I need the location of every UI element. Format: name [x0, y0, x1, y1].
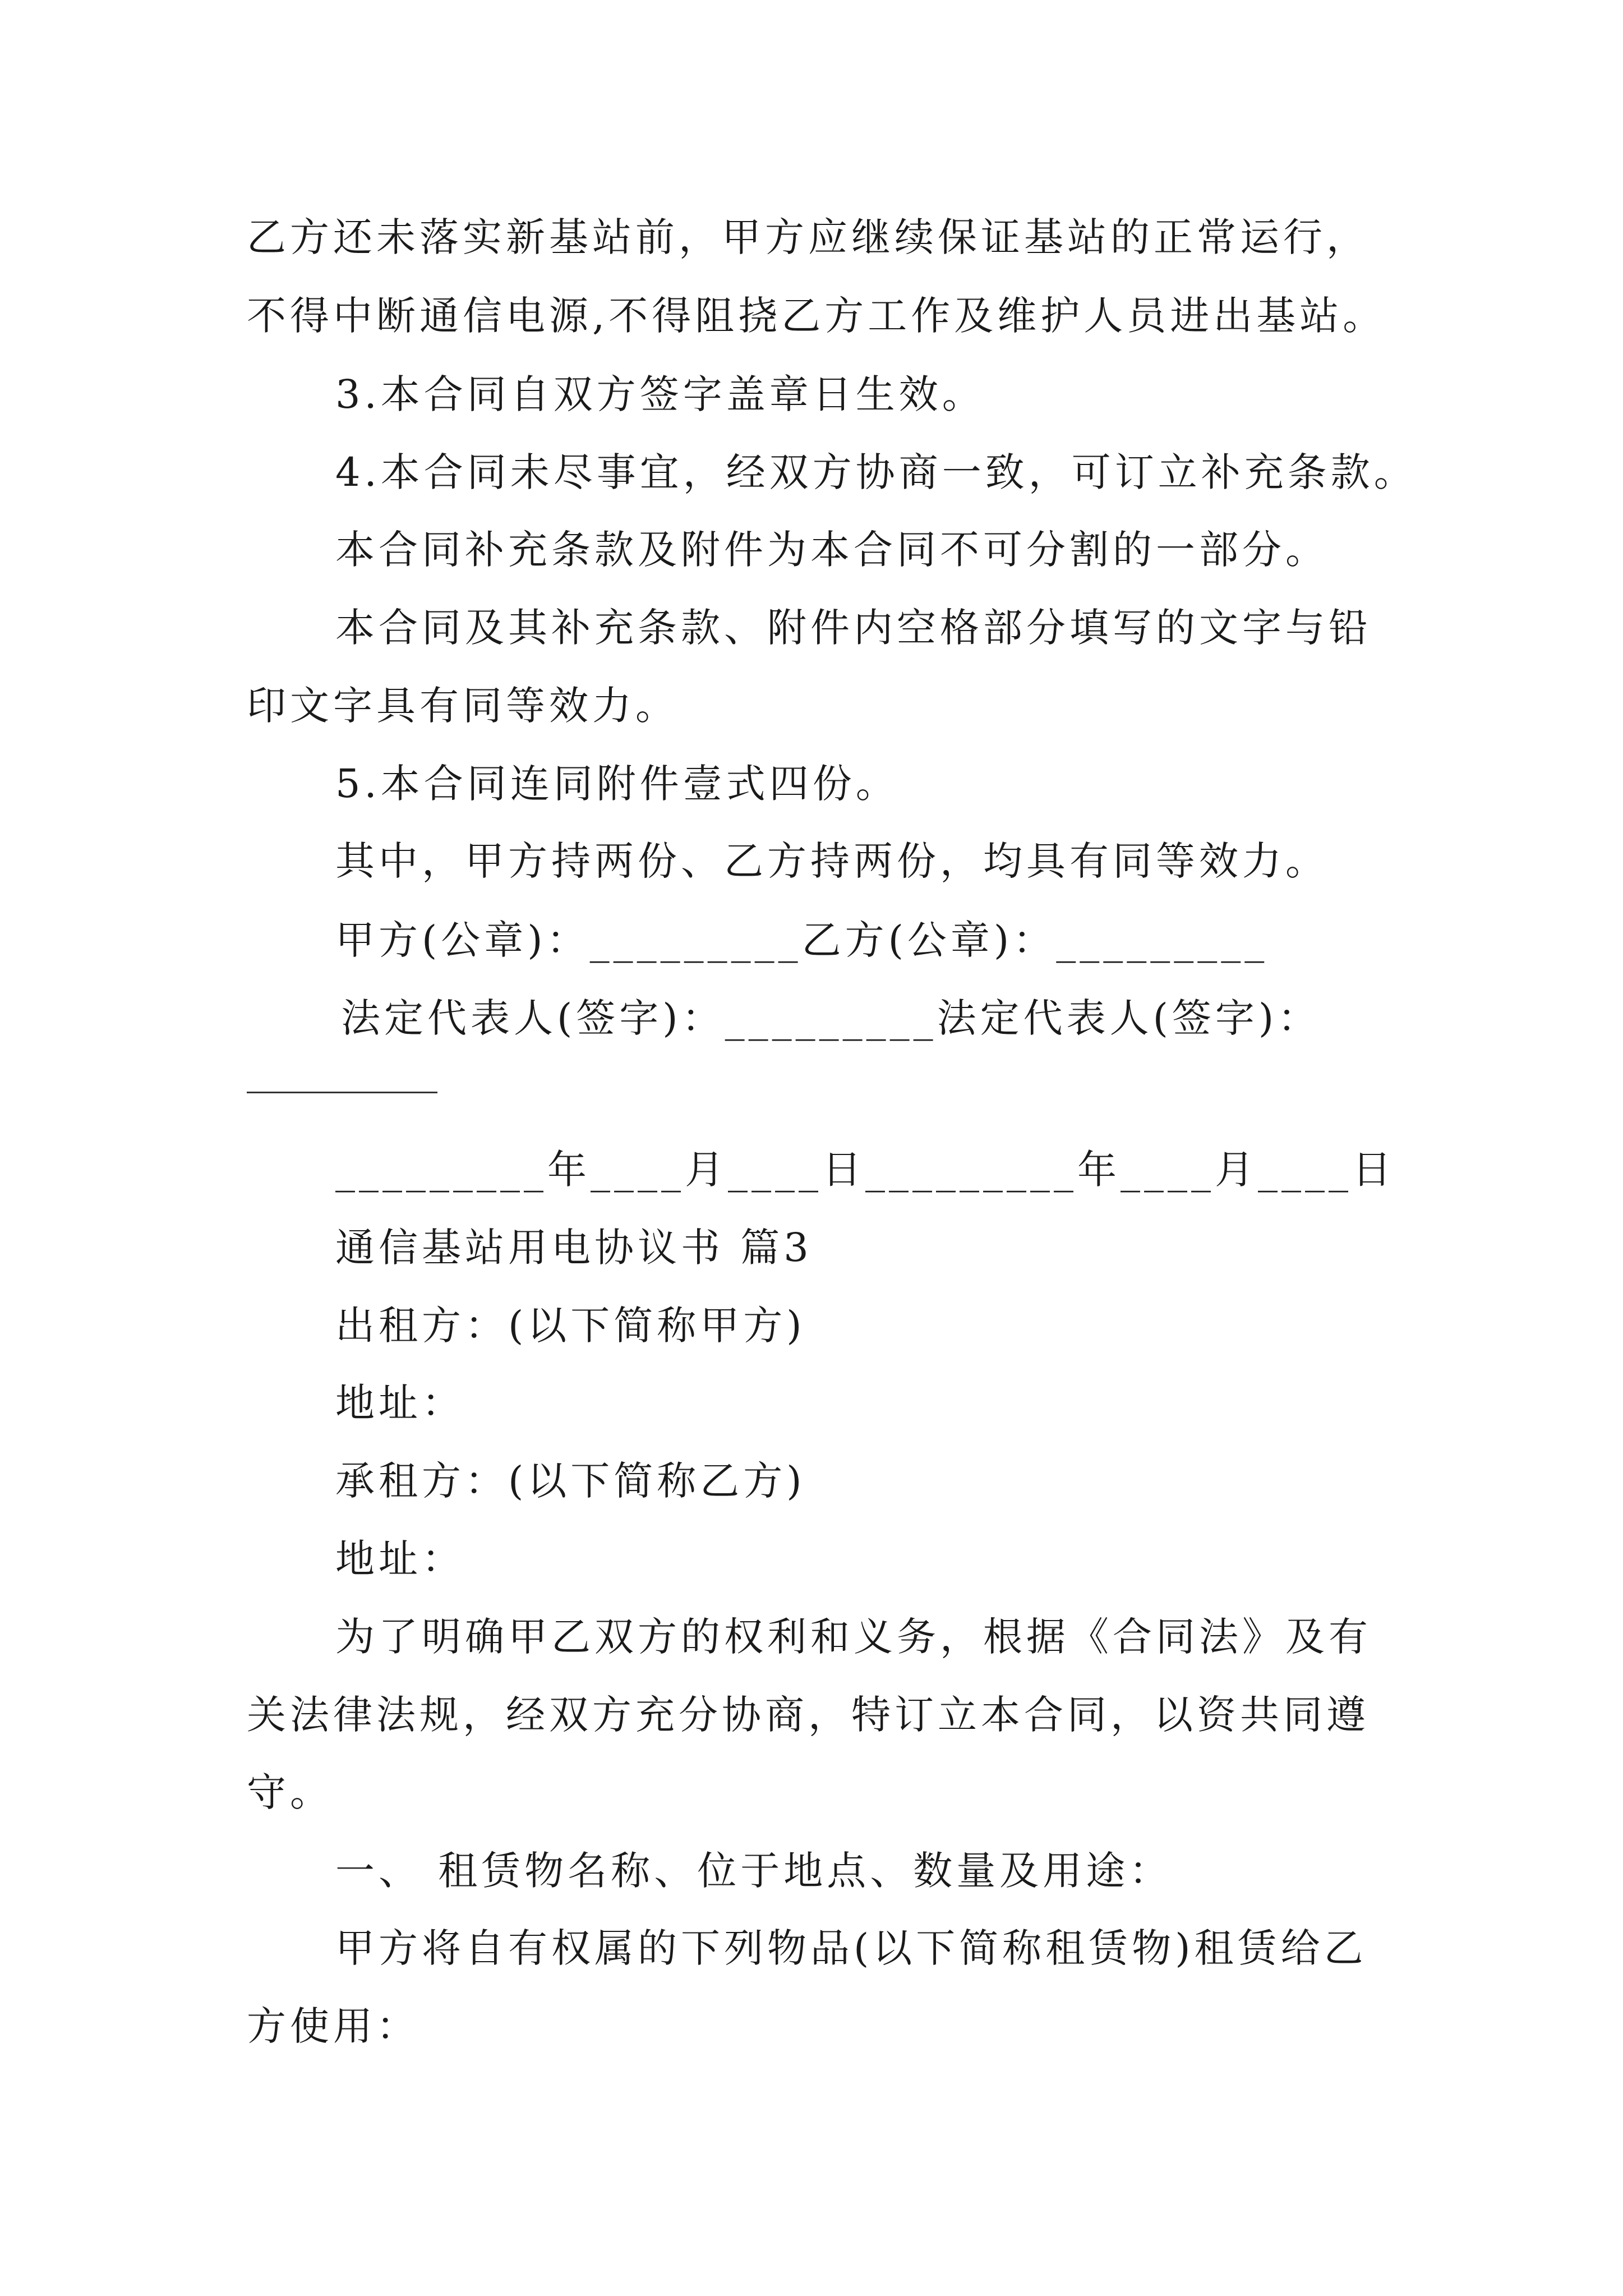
paragraph-line: 其中，甲方持两份、乙方持两份，均具有同等效力。 [335, 838, 1329, 884]
paragraph-line: 乙方还未落实新基站前，甲方应继续保证基站的正常运行， [247, 214, 1370, 260]
section-heading: 一、 租赁物名称、位于地点、数量及用途： [335, 1848, 1173, 1894]
paragraph-line: 甲方将自有权属的下列物品(以下简称租赁物)租赁给乙 [335, 1925, 1367, 1971]
section-title: 通信基站用电协议书 篇3 [335, 1225, 813, 1271]
lessor-address: 地址： [335, 1380, 465, 1426]
paragraph-line: 本合同及其补充条款、附件内空格部分填写的文字与铅 [335, 605, 1372, 651]
paragraph-line: 不得中断通信电源,不得阻挠乙方工作及维护人员进出基站。 [247, 293, 1386, 339]
signature-blank [247, 1092, 437, 1093]
signature-line: 法定代表人(签字)：_________法定代表人(签字)： [341, 995, 1321, 1041]
paragraph-line: 守。 [247, 1769, 333, 1815]
lessee-address: 地址： [335, 1536, 465, 1582]
seal-line: 甲方(公章)：_________乙方(公章)：_________ [335, 917, 1269, 963]
clause-3: 3.本合同自双方签字盖章日生效。 [335, 371, 985, 417]
date-line: _________年____月____日_________年____月____日 [335, 1147, 1395, 1193]
paragraph-line: 本合同补充条款及附件为本合同不可分割的一部分。 [335, 527, 1329, 573]
paragraph-line: 为了明确甲乙双方的权利和义务，根据《合同法》及有 [335, 1614, 1372, 1660]
clause-5: 5.本合同连同附件壹式四份。 [335, 761, 899, 807]
lessor-line: 出租方：(以下简称甲方) [335, 1303, 806, 1349]
paragraph-line: 印文字具有同等效力。 [247, 683, 679, 729]
clause-4: 4.本合同未尽事宜，经双方协商一致，可订立补充条款。 [335, 449, 1417, 495]
lessee-line: 承租方：(以下简称乙方) [335, 1458, 806, 1504]
paragraph-line: 方使用： [247, 2003, 419, 2049]
paragraph-line: 关法律法规，经双方充分协商，特订立本合同，以资共同遵 [247, 1692, 1370, 1738]
